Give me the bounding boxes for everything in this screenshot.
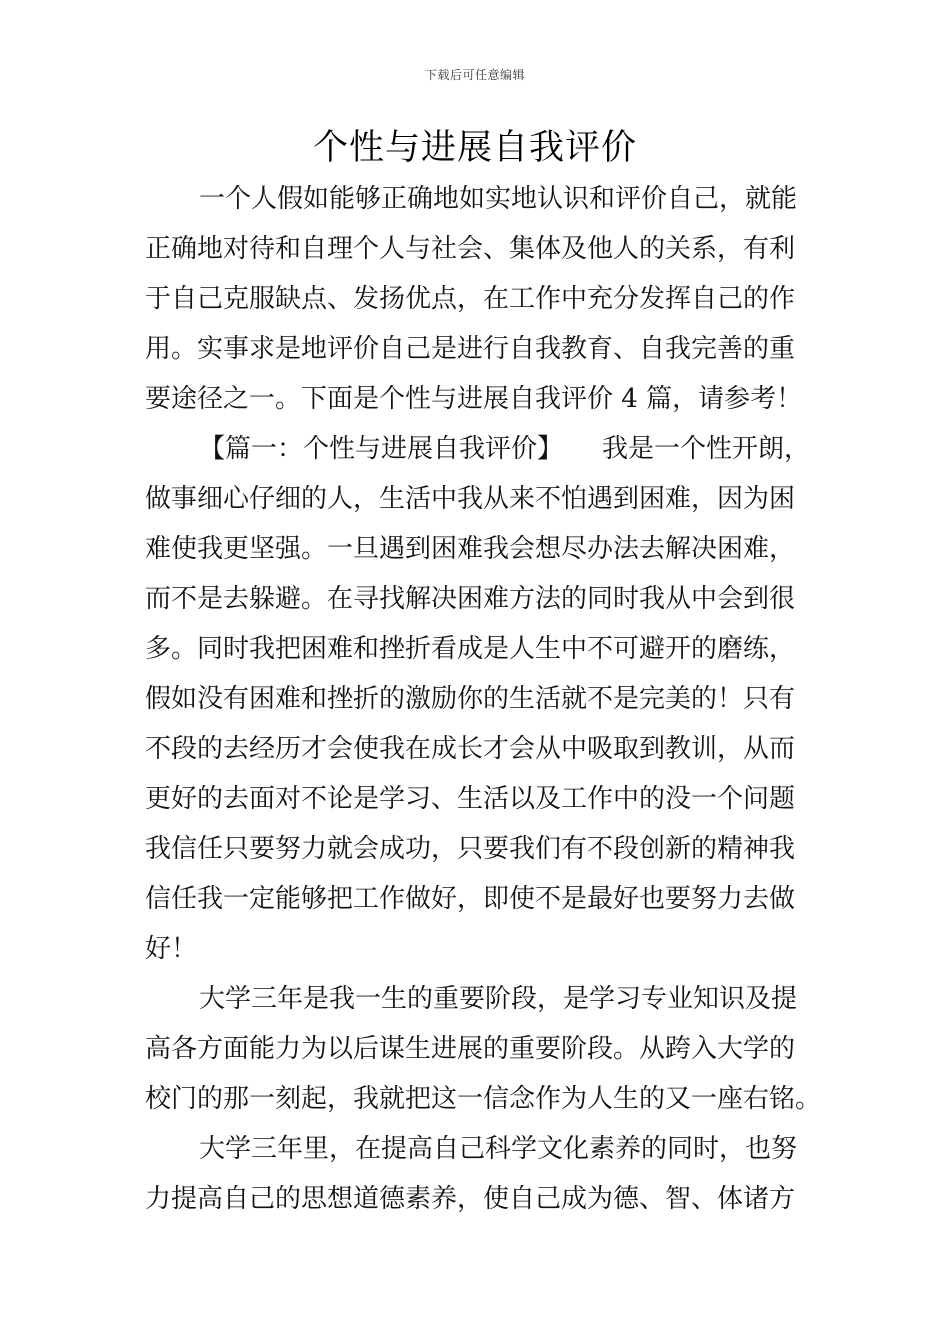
text-line: 大学三年里，在提高自己科学文化素养的同时，也努 xyxy=(199,1134,798,1164)
text-line: 校门的那一刻起，我就把这一信念作为人生的又一座右铭。 xyxy=(145,1084,822,1114)
text-line: 更好的去面对不论是学习、生活以及工作中的没一个问题 xyxy=(145,784,796,814)
text-line: 要途径之一。下面是个性与进展自我评价 4 篇，请参考！ xyxy=(145,384,803,414)
text-line: 假如没有困难和挫折的激励你的生活就不是完美的！只有 xyxy=(145,684,796,714)
text-line: 做事细心仔细的人，生活中我从来不怕遇到困难，因为困 xyxy=(145,484,796,514)
text-line: 多。同时我把困难和挫折看成是人生中不可避开的磨练， xyxy=(145,634,796,664)
text-line: 于自己克服缺点、发扬优点，在工作中充分发挥自己的作 xyxy=(145,284,796,314)
text-line: 【篇一：个性与进展自我评价】 我是一个性开朗， xyxy=(199,434,811,464)
text-line: 我信任只要努力就会成功，只要我们有不段创新的精神我 xyxy=(145,834,796,864)
text-line: 用。实事求是地评价自己是进行自我教育、自我完善的重 xyxy=(145,334,796,364)
text-line: 难使我更坚强。一旦遇到困难我会想尽办法去解决困难， xyxy=(145,534,796,564)
text-line: 而不是去躲避。在寻找解决困难方法的同时我从中会到很 xyxy=(145,584,796,614)
text-line: 信任我一定能够把工作做好，即使不是最好也要努力去做 xyxy=(145,884,796,914)
text-line: 好！ xyxy=(145,934,198,964)
header-note: 下载后可任意编辑 xyxy=(424,68,525,82)
text-line: 不段的去经历才会使我在成长才会从中吸取到教训，从而 xyxy=(145,734,796,764)
text-line: 正确地对待和自理个人与社会、集体及他人的关系，有利 xyxy=(145,234,796,264)
document-title: 个性与进展自我评价 xyxy=(312,128,637,168)
text-line: 一个人假如能够正确地如实地认识和评价自己，就能 xyxy=(199,184,798,214)
text-line: 力提高自己的思想道德素养，使自己成为德、智、体诸方 xyxy=(145,1184,796,1214)
text-line: 大学三年是我一生的重要阶段，是学习专业知识及提 xyxy=(199,984,798,1014)
text-line: 高各方面能力为以后谋生进展的重要阶段。从跨入大学的 xyxy=(145,1034,796,1064)
